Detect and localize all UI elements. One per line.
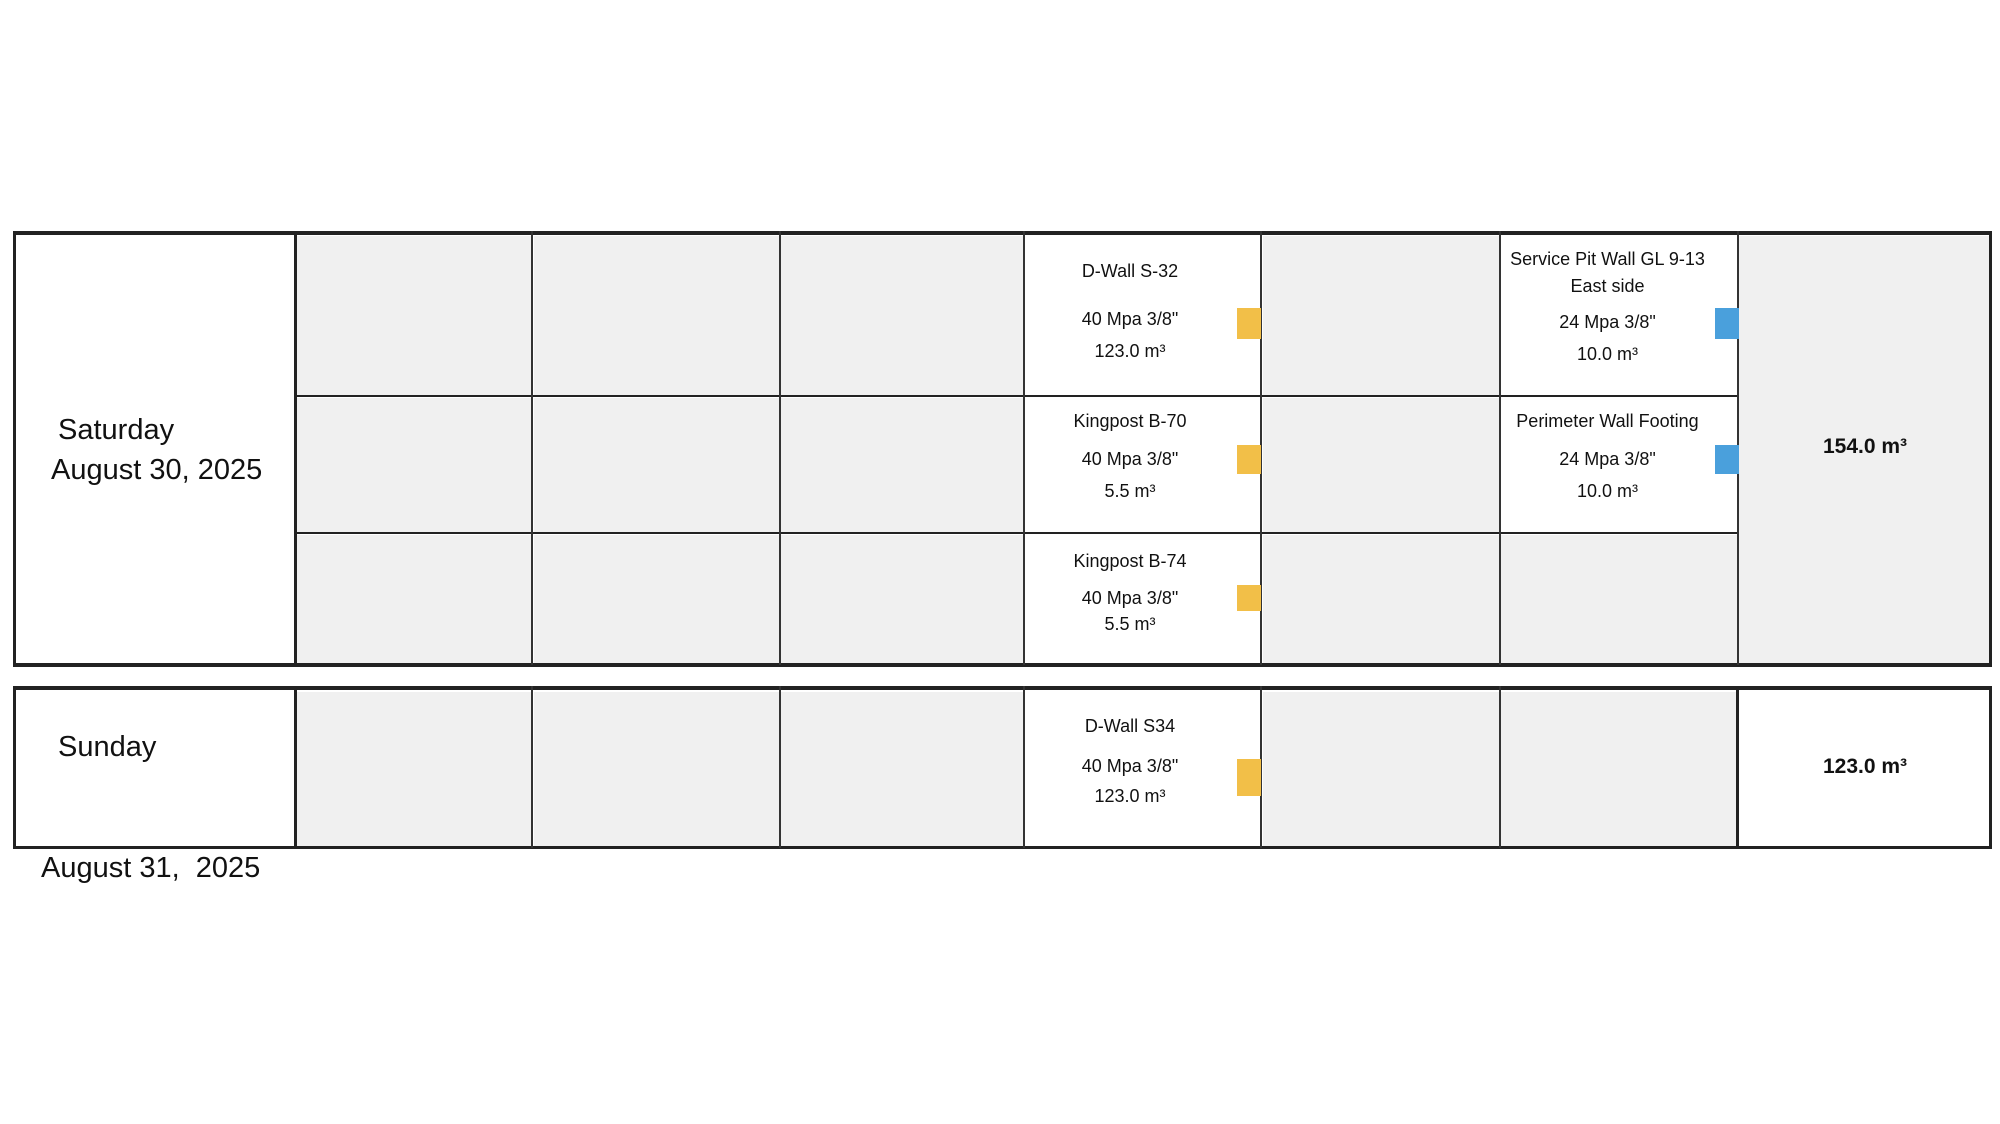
- pour-entry: [1025, 409, 1235, 503]
- date-label-sunday: [41, 768, 260, 968]
- col-divider: [531, 686, 533, 848]
- pour-spec: 40 Mpa 3/8": [1081, 588, 1179, 608]
- pour-spec: 24 Mpa 3/8": [1559, 312, 1656, 332]
- table-border-left: [13, 231, 16, 667]
- date-label-saturday: [51, 450, 262, 490]
- col-divider: [294, 231, 297, 667]
- empty-cell: [534, 692, 779, 847]
- empty-cell: [297, 692, 532, 847]
- empty-cell: [1263, 398, 1499, 533]
- empty-cell: [781, 398, 1024, 533]
- empty-cell: [534, 236, 779, 396]
- pour-title: Kingpost B-70: [1073, 411, 1187, 431]
- pour-spec: 40 Mpa 3/8": [1081, 756, 1179, 776]
- empty-cell: [781, 692, 1024, 847]
- empty-cell: [1501, 535, 1737, 663]
- empty-cell: [781, 236, 1024, 396]
- empty-cell: [297, 535, 532, 663]
- col-divider: [779, 231, 781, 665]
- empty-cell: [781, 535, 1024, 663]
- pour-entry: [1025, 549, 1235, 636]
- day-divider: [14, 686, 1992, 690]
- date-text: August 30, 2025: [51, 454, 263, 486]
- table-border-left: [13, 686, 16, 849]
- pour-volume: 5.5 m³: [1104, 614, 1156, 634]
- empty-cell: [1263, 236, 1499, 396]
- mpa40-marker: [1237, 308, 1261, 339]
- day-label-saturday: [58, 410, 174, 450]
- mpa40-marker: [1237, 585, 1261, 611]
- pour-spec: 40 Mpa 3/8": [1081, 449, 1179, 469]
- mpa24-marker: [1715, 308, 1739, 339]
- empty-cell: [534, 535, 779, 663]
- empty-cell: [1501, 692, 1737, 847]
- pour-title: D-Wall S34: [1084, 716, 1176, 736]
- empty-cell: [1263, 692, 1499, 847]
- table-border-bottom: [14, 846, 1992, 849]
- pour-volume: 10.0 m³: [1576, 344, 1639, 364]
- col-divider: [1499, 686, 1501, 848]
- weekday-text: Saturday: [58, 414, 175, 446]
- empty-cell: [1263, 535, 1499, 663]
- table-border-top: [14, 231, 1992, 235]
- empty-cell: [297, 398, 532, 533]
- pour-spec: 24 Mpa 3/8": [1559, 449, 1656, 469]
- col-divider: [779, 686, 781, 848]
- pour-title: Service Pit Wall GL 9-13: [1510, 249, 1705, 269]
- row-divider: [295, 395, 1739, 397]
- mpa24-marker: [1715, 445, 1739, 474]
- day-total-sunday: 123.0 m³: [1822, 755, 1908, 778]
- pour-entry: [1025, 714, 1235, 808]
- row-divider: [295, 532, 1739, 534]
- pour-volume: 123.0 m³: [1094, 786, 1166, 806]
- mpa40-marker: [1237, 759, 1261, 796]
- pour-volume: 123.0 m³: [1094, 341, 1166, 361]
- pour-volume: 5.5 m³: [1104, 481, 1156, 501]
- date-text: August 31, 2025: [41, 852, 261, 884]
- day-divider: [14, 663, 1992, 667]
- pour-title: D-Wall S-32: [1081, 261, 1179, 281]
- weekday-text: Sunday: [58, 731, 157, 763]
- empty-cell: [534, 398, 779, 533]
- mpa40-marker: [1237, 445, 1261, 474]
- day-label-sunday: [58, 727, 156, 767]
- col-divider: [294, 686, 297, 849]
- col-divider: [531, 231, 533, 665]
- pour-volume: 10.0 m³: [1576, 481, 1639, 501]
- day-total-saturday: 154.0 m³: [1822, 435, 1908, 458]
- pour-entry: [1490, 409, 1725, 503]
- pour-spec: 40 Mpa 3/8": [1081, 309, 1179, 329]
- pour-entry: [1490, 247, 1725, 366]
- pour-title: Perimeter Wall Footing: [1516, 411, 1699, 431]
- pour-entry: [1025, 259, 1235, 363]
- pour-subtitle: East side: [1570, 276, 1645, 296]
- empty-cell: [297, 236, 532, 396]
- pour-title: Kingpost B-74: [1073, 551, 1187, 571]
